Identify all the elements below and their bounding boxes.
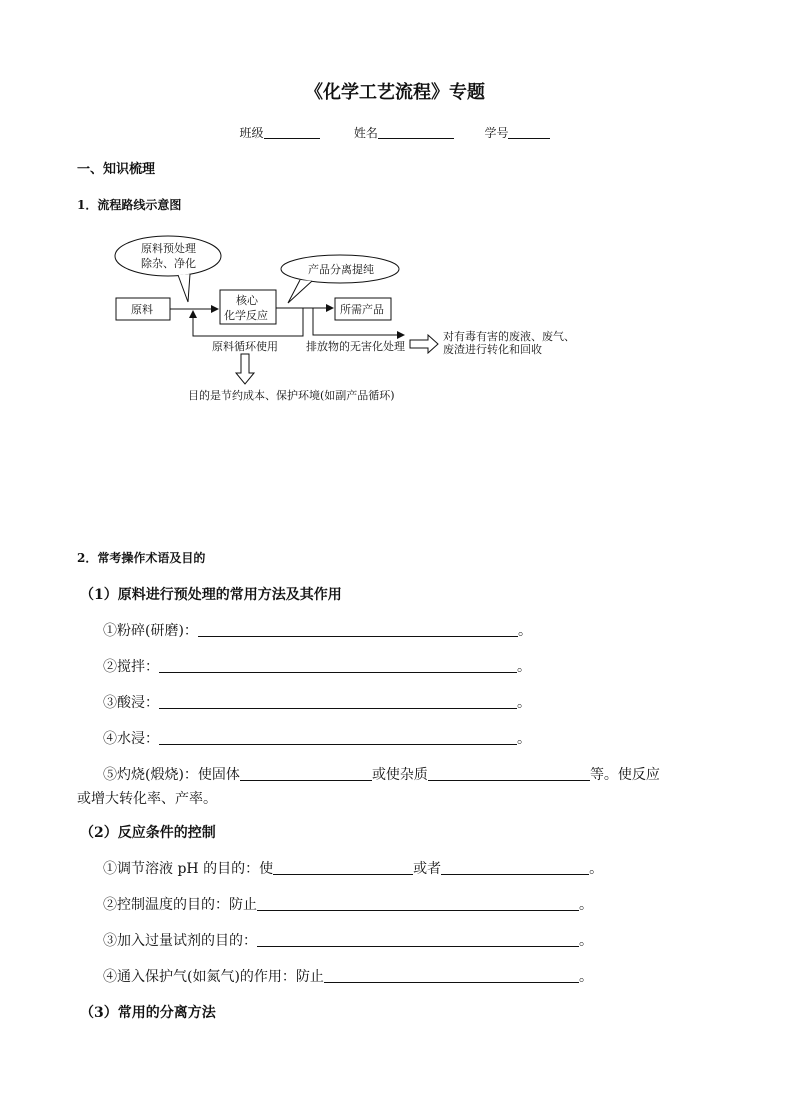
subheading-operations: 2．常考操作术语及目的 <box>77 551 206 565</box>
page-title: 《化学工艺流程》专题 <box>305 82 485 103</box>
q2-item-2-blank[interactable] <box>257 896 579 911</box>
q1-item-1-label: ①粉碎(研磨)： <box>103 623 198 639</box>
core-line1: 核心 <box>236 294 258 307</box>
q2-item-4-blank[interactable] <box>324 968 579 983</box>
end-mark: 。 <box>579 897 593 913</box>
q1-item-5-part-c: 等。使反应 <box>589 767 660 783</box>
q1-item-4 <box>103 728 531 748</box>
end-mark: 。 <box>517 695 531 711</box>
q2-item-1 <box>103 858 603 878</box>
waste-line2: 废渣进行转化和回收 <box>443 343 542 356</box>
waste-line1: 对有毒有害的废液、废气、 <box>443 330 575 343</box>
separation-bubble-tail <box>288 280 312 303</box>
section-heading-knowledge: 一、知识梳理 <box>77 162 156 177</box>
q2-item-1-blank-a[interactable] <box>273 860 413 875</box>
q2-item-4 <box>103 966 593 986</box>
q2-item-3-blank[interactable] <box>257 932 579 947</box>
name-label: 姓名 <box>353 126 378 140</box>
q2-item-1-part-a: ①调节溶液 pH 的目的：使 <box>103 861 274 877</box>
q1-item-4-blank[interactable] <box>159 730 517 745</box>
q1-item-3-blank[interactable] <box>159 694 517 709</box>
q1-item-2-blank[interactable] <box>159 658 517 673</box>
disposal-label: 排放物的无害化处理 <box>306 340 405 353</box>
q1-item-5 <box>103 764 660 784</box>
q2-item-2-label: ②控制温度的目的：防止 <box>103 897 257 913</box>
q1-item-2 <box>103 656 531 676</box>
separation-label: 产品分离提纯 <box>308 263 374 276</box>
subheading-flow-diagram: 1．流程路线示意图 <box>77 198 182 212</box>
purpose-label: 目的是节约成本、保护环境(如副产品循环) <box>188 389 395 402</box>
q2-item-3-label: ③加入过量试剂的目的： <box>103 933 257 949</box>
end-mark: 。 <box>517 623 532 639</box>
flow-diagram <box>0 0 790 420</box>
q2-item-3 <box>103 930 593 950</box>
q1-item-5-blank-b[interactable] <box>428 766 590 781</box>
end-mark: 。 <box>578 969 593 985</box>
end-mark: 。 <box>579 933 593 949</box>
product-label: 所需产品 <box>340 303 384 316</box>
q1-item-2-label: ②搅拌： <box>103 659 159 675</box>
q1-item-3 <box>103 692 531 712</box>
q1-item-5-part-b: 或使杂质 <box>371 767 428 783</box>
raw-material-label: 原料 <box>131 303 153 316</box>
class-label: 班级 <box>239 126 264 140</box>
recycle-label: 原料循环使用 <box>212 340 278 353</box>
pretreat-line1: 原料预处理 <box>141 242 196 255</box>
q1-item-3-label: ③酸浸： <box>103 695 159 711</box>
q1-item-5-blank-a[interactable] <box>240 766 372 781</box>
q1-item-5-continuation: 或增大转化率、产率。 <box>77 791 217 807</box>
end-mark: 。 <box>517 731 531 747</box>
end-mark: 。 <box>589 861 604 877</box>
q1-title: （1）原料进行预处理的常用方法及其作用 <box>80 587 342 603</box>
pretreat-line2: 除杂、净化 <box>141 257 196 270</box>
q2-item-1-part-b: 或者 <box>413 861 442 877</box>
q1-item-5-part-a: ⑤灼烧(煅烧)：使固体 <box>103 767 240 783</box>
q1-item-4-label: ④水浸： <box>103 731 159 747</box>
core-line2: 化学反应 <box>224 309 268 322</box>
end-mark: 。 <box>517 659 531 675</box>
q2-title: （2）反应条件的控制 <box>80 825 216 841</box>
q2-item-1-blank-b[interactable] <box>441 860 589 875</box>
hollow-right-arrow <box>410 335 438 353</box>
q2-item-4-label: ④通入保护气(如氮气)的作用：防止 <box>103 969 324 985</box>
pretreat-bubble-tail <box>178 274 190 302</box>
id-label: 学号 <box>484 126 509 140</box>
hollow-down-arrow <box>236 354 254 384</box>
q3-title: （3）常用的分离方法 <box>80 1005 216 1021</box>
q1-item-1-blank[interactable] <box>198 622 518 637</box>
q2-item-2 <box>103 894 593 914</box>
q1-item-1 <box>103 620 532 640</box>
